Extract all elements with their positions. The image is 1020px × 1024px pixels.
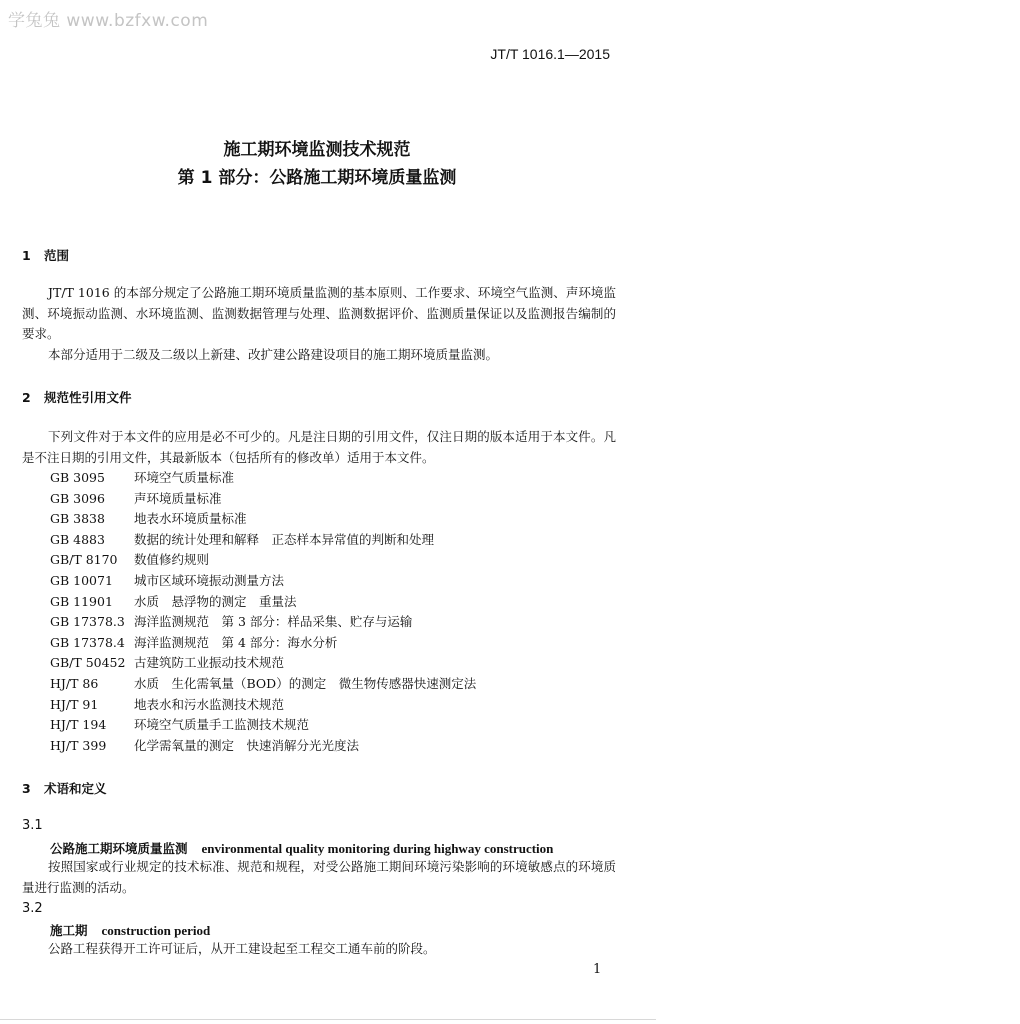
reference-title: 水质 生化需氧量（BOD）的测定 微生物传感器快速测定法 bbox=[134, 675, 477, 691]
reference-row bbox=[50, 530, 476, 551]
reference-title: 海洋监测规范 第 3 部分：样品采集、贮存与运输 bbox=[134, 614, 413, 630]
scope-applicability-paragraph: 本部分适用于二级及二级以上新建、改扩建公路建设项目的施工期环境质量监测。 bbox=[48, 347, 499, 362]
scope-paragraph: JT/T 1016 的本部分规定了公路施工期环境质量监测的基本原则、工作要求、环境空气监测、声环境监测、环境振动监测、水环境监测、监测数据管理与处理、监测数据评价、监测质量保证以及监测报告编制的要求。 bbox=[22, 285, 616, 341]
reference-title: 环境空气质量手工监测技术规范 bbox=[134, 717, 310, 733]
reference-title: 环境空气质量标准 bbox=[134, 470, 235, 485]
watermark: 学兔兔 www.bzfxw.com bbox=[8, 11, 209, 31]
references-intro-paragraph: 下列文件对于本文件的应用是必不可少的。凡是注日期的引用文件，仅注日期的版本适用于本文件。凡是不注日期的引用文件，其最新版本（包括所有的修改单）适用于本文件。 bbox=[22, 429, 616, 465]
page-number: 1 bbox=[593, 962, 602, 977]
reference-code: GB 10071 bbox=[50, 572, 113, 588]
reference-row bbox=[50, 674, 476, 695]
reference-row bbox=[50, 592, 476, 613]
page-bottom-rule bbox=[0, 1019, 656, 1020]
reference-row bbox=[50, 612, 476, 633]
reference-code: GB 3095 bbox=[50, 470, 105, 485]
reference-title: 声环境质量标准 bbox=[134, 490, 222, 506]
section-heading-terms bbox=[22, 779, 107, 797]
term-heading bbox=[50, 921, 210, 939]
reference-title: 城市区域环境振动测量方法 bbox=[134, 572, 285, 588]
reference-title: 化学需氧量的测定 快速消解分光光度法 bbox=[134, 737, 360, 753]
reference-code: GB 11901 bbox=[50, 593, 113, 609]
reference-row bbox=[50, 653, 476, 674]
standard-number: JT/T 1016.1—2015 bbox=[490, 46, 610, 62]
term-heading bbox=[50, 839, 553, 857]
reference-code: HJ/T 399 bbox=[50, 737, 107, 753]
reference-title: 古建筑防工业振动技术规范 bbox=[134, 655, 285, 671]
term-english: construction period bbox=[101, 923, 211, 938]
reference-code: HJ/T 86 bbox=[50, 675, 99, 691]
reference-row bbox=[50, 715, 476, 736]
section-number: 1 bbox=[22, 248, 31, 263]
reference-title: 数值修约规则 bbox=[134, 552, 210, 568]
section-title: 范围 bbox=[44, 248, 70, 263]
reference-code: GB 3096 bbox=[50, 490, 105, 506]
reference-title: 地表水和污水监测技术规范 bbox=[134, 696, 285, 712]
reference-row bbox=[50, 509, 476, 530]
reference-code: HJ/T 194 bbox=[50, 717, 107, 733]
term-english: environmental quality monitoring during highway construction bbox=[201, 841, 554, 856]
reference-code: HJ/T 91 bbox=[50, 696, 99, 712]
reference-title: 数据的统计处理和解释 正态样本异常值的判断和处理 bbox=[134, 531, 435, 547]
section-title: 术语和定义 bbox=[44, 781, 107, 796]
term-chinese: 公路施工期环境质量监测 bbox=[50, 841, 188, 856]
section-title: 规范性引用文件 bbox=[44, 390, 132, 405]
term-definition: 公路工程获得开工许可证后，从开工建设起至工程交工通车前的阶段。 bbox=[48, 941, 436, 956]
document-subtitle: 第 1 部分：公路施工期环境质量监测 bbox=[177, 168, 457, 188]
reference-list bbox=[50, 468, 476, 756]
reference-code: GB 17378.3 bbox=[50, 614, 125, 630]
section-heading-scope bbox=[22, 246, 69, 264]
reference-code: GB 4883 bbox=[50, 531, 105, 547]
reference-row bbox=[50, 489, 476, 510]
term-number: 3.1 bbox=[22, 818, 43, 833]
reference-title: 水质 悬浮物的测定 重量法 bbox=[134, 593, 297, 609]
term-definition: 按照国家或行业规定的技术标准、规范和规程，对受公路施工期间环境污染影响的环境敏感点的环境质量进行监测的活动。 bbox=[22, 859, 616, 895]
term-chinese: 施工期 bbox=[50, 923, 88, 938]
section-number: 2 bbox=[22, 390, 31, 405]
reference-title: 海洋监测规范 第 4 部分：海水分析 bbox=[134, 634, 338, 650]
reference-row bbox=[50, 571, 476, 592]
reference-code: GB 17378.4 bbox=[50, 634, 125, 650]
reference-title: 地表水环境质量标准 bbox=[134, 511, 247, 527]
term-number: 3.2 bbox=[22, 901, 43, 916]
reference-code: GB/T 8170 bbox=[50, 552, 118, 568]
reference-code: GB 3838 bbox=[50, 511, 105, 527]
reference-row bbox=[50, 550, 476, 571]
section-heading-normative-references bbox=[22, 388, 132, 406]
document-title: 施工期环境监测技术规范 bbox=[223, 140, 411, 160]
section-number: 3 bbox=[22, 781, 31, 796]
reference-code: GB/T 50452 bbox=[50, 655, 126, 671]
reference-row bbox=[50, 633, 476, 654]
reference-row bbox=[50, 695, 476, 716]
reference-row bbox=[50, 468, 476, 489]
reference-row bbox=[50, 736, 476, 757]
